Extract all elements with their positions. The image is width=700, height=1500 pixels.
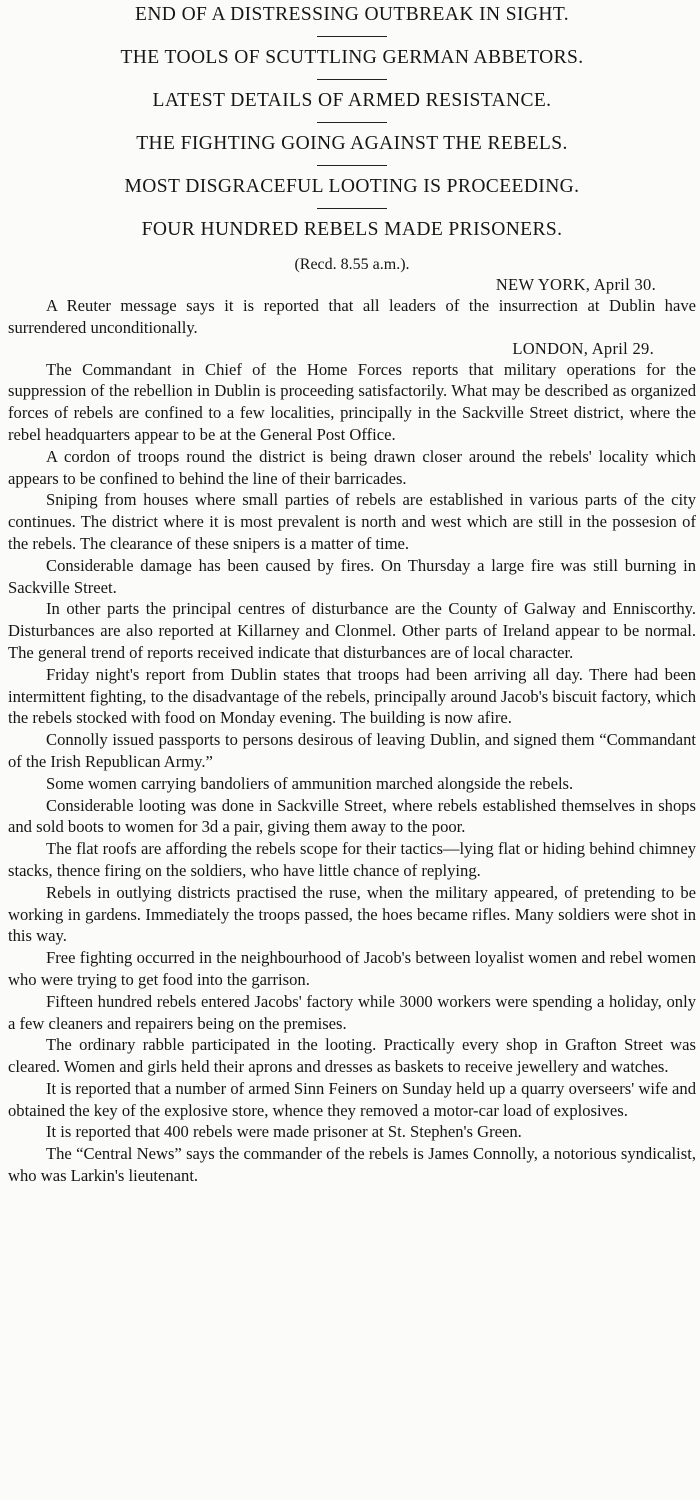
article-paragraph: Considerable looting was done in Sackville Street, where rebels established themselves in shops and sold boots to women for 3d a pair, giving them away to the poor. bbox=[8, 795, 696, 837]
headline: THE FIGHTING GOING AGAINST THE REBELS. bbox=[136, 133, 568, 154]
received-time: (Recd. 8.55 a.m.). bbox=[294, 256, 410, 273]
headline-divider bbox=[317, 79, 387, 80]
article-paragraph: Sniping from houses where small parties of rebels are established in various parts of the city continues. The district where it is most prevalent is north and west which are still in the possesion of the rebels. The clearance of these snipers is a matter of time. bbox=[8, 490, 696, 553]
article-paragraph: A cordon of troops round the district is being drawn closer around the rebels' locality which appears to be confined to behind the line of their barricades. bbox=[8, 446, 696, 488]
article-paragraph: Some women carrying bandoliers of ammunition marched alongside the rebels. bbox=[46, 773, 574, 793]
headline-stack bbox=[8, 0, 696, 243]
headline: END OF A DISTRESSING OUTBREAK IN SIGHT. bbox=[135, 4, 569, 25]
dateline-new-york: NEW YORK, April 30. bbox=[495, 275, 656, 294]
article-paragraph: It is reported that a number of armed Sinn Feiners on Sunday held up a quarry overseers' wife and obtained the key of the explosive store, whence they removed a motor-car load of explosives. bbox=[8, 1078, 696, 1120]
article-paragraph: Considerable damage has been caused by fires. On Thursday a large fire was still burning in Sackville Street. bbox=[8, 555, 696, 597]
headline-divider bbox=[317, 36, 387, 37]
article-paragraph: The Commandant in Chief of the Home Forces reports that military operations for the suppression of the rebellion in Dublin is proceeding satisfactorily. What may be described as organized forces of rebels are confined to a few localities, principally in the Sackville Street district, where the rebel headquarters appear to be at the General Post Office. bbox=[8, 359, 696, 444]
headline-divider bbox=[317, 165, 387, 166]
headline-divider bbox=[317, 122, 387, 123]
article-body bbox=[8, 295, 696, 1187]
headline: THE TOOLS OF SCUTTLING GERMAN ABBETORS. bbox=[120, 47, 584, 68]
article-paragraph: Friday night's report from Dublin states that troops had been arriving all day. There had been intermittent fighting, to the disadvantage of the rebels, principally around Jacob's biscuit factory, which the rebels stocked with food on Monday evening. The building is now afire. bbox=[8, 664, 696, 728]
article-paragraph: A Reuter message says it is reported that all leaders of the insurrection at Dublin have surrendered unconditionally. bbox=[8, 296, 696, 337]
article-paragraph: Connolly issued passports to persons desirous of leaving Dublin, and signed them “Commandant of the Irish Republican Army.” bbox=[8, 730, 696, 771]
article-paragraph: Free fighting occurred in the neighbourhood of Jacob's between loyalist women and rebel women who were trying to get food into the garrison. bbox=[8, 948, 696, 989]
headline: FOUR HUNDRED REBELS MADE PRISONERS. bbox=[141, 219, 563, 240]
headline-divider bbox=[317, 208, 387, 209]
dateline-london: LONDON, April 29. bbox=[512, 338, 654, 358]
article-paragraph: In other parts the principal centres of disturbance are the County of Galway and Enniscorthy. Disturbances are also reported at Killarney and Clonmel. Other parts of Ireland appear to be normal. The general trend of reports received indicate that disturbances are of local character. bbox=[8, 599, 696, 662]
article-paragraph: The “Central News” says the commander of the rebels is James Connolly, a notorious syndicalist, who was Larkin's lieutenant. bbox=[8, 1144, 696, 1186]
article-paragraph: The ordinary rabble participated in the looting. Practically every shop in Grafton Street was cleared. Women and girls held their aprons and dresses as baskets to receive jewellery and watches. bbox=[8, 1035, 696, 1077]
article-paragraph: It is reported that 400 rebels were made prisoner at St. Stephen's Green. bbox=[46, 1122, 522, 1142]
article-paragraph: Fifteen hundred rebels entered Jacobs' factory while 3000 workers were spending a holiday, only a few cleaners and repairers being on the premises. bbox=[8, 991, 696, 1033]
article-paragraph: Rebels in outlying districts practised the ruse, when the military appeared, of pretending to be working in gardens. Immediately the troops passed, the hoes became rifles. Many soldiers were shot in this way. bbox=[8, 882, 696, 946]
article-paragraph: The flat roofs are affording the rebels scope for their tactics—lying flat or hiding behind chimney stacks, thence firing on the soldiers, who have little chance of replying. bbox=[8, 839, 696, 880]
headline: MOST DISGRACEFUL LOOTING IS PROCEEDING. bbox=[124, 176, 580, 197]
headline: LATEST DETAILS OF ARMED RESISTANCE. bbox=[152, 90, 552, 111]
